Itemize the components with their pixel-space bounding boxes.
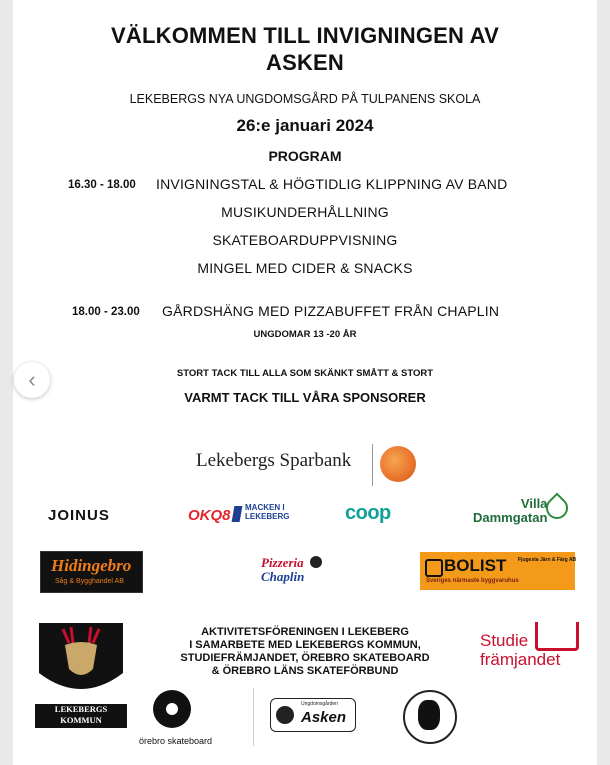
hidingebro-logo xyxy=(40,551,143,593)
program-item: MUSIKUNDERHÅLLNING xyxy=(221,204,389,220)
event-date: 26:e januari 2024 xyxy=(236,116,374,135)
chaplin-figure-icon xyxy=(310,556,322,568)
asken-logo xyxy=(270,698,356,732)
logo-divider xyxy=(253,688,254,746)
program-item: INVIGNINGSTAL & HÖGTIDLIG KLIPPNING AV BAND xyxy=(156,176,508,192)
pizzeria-chaplin-logo xyxy=(261,556,304,584)
block2-time: 18.00 - 23.00 xyxy=(72,306,140,318)
poster-image xyxy=(13,0,597,765)
macken-logo xyxy=(245,503,289,521)
left-margin xyxy=(0,0,13,765)
coop-logo: coop xyxy=(345,502,391,524)
organizer-line: STUDIEFRÄMJANDET, ÖREBRO SKATEBOARD xyxy=(180,652,430,664)
kommun-line-2: KOMMUN xyxy=(60,715,102,725)
lekebergs-kommun-logo xyxy=(35,621,127,728)
asken-small: Ungdomsgården xyxy=(301,701,338,707)
orebro-skateboard-icon xyxy=(153,690,191,728)
chevron-left-icon: ‹ xyxy=(28,367,36,392)
hidingebro-name: Hidingebro xyxy=(51,556,132,575)
right-margin xyxy=(597,0,610,765)
kommun-line-1: LEKEBERGS xyxy=(54,704,108,714)
poster-title xyxy=(13,22,597,76)
thanks-line-1: STORT TACK TILL ALLA SOM SKÄNKT SMÅTT & STORT xyxy=(176,368,434,379)
block1-time: 16.30 - 18.00 xyxy=(68,179,136,191)
book-icon xyxy=(535,622,579,651)
program-item: GÅRDSHÄNG MED PIZZABUFFET FRÅN CHAPLIN xyxy=(162,303,500,319)
bolist-name: BOLIST xyxy=(444,556,507,575)
program-item: MINGEL MED CIDER & SNACKS xyxy=(197,260,413,276)
organizers-block xyxy=(171,626,439,678)
studie-line-2: främjandet xyxy=(480,650,561,669)
pizzeria-line-2: Chaplin xyxy=(261,569,305,584)
poster-subtitle: LEKEBERGS NYA UNGDOMSGÅRD PÅ TULPANENS SKOLA xyxy=(129,92,481,106)
joinus-logo: JOINUS xyxy=(48,507,110,524)
title-line-2: ASKEN xyxy=(265,50,344,75)
pizzeria-line-1: Pizzeria xyxy=(261,555,304,570)
studie-line-1: Studie xyxy=(480,631,529,650)
logo-divider xyxy=(372,444,373,486)
macken-line-2: LEKEBERG xyxy=(245,512,290,521)
organizer-line: & ÖREBRO LÄNS SKATEFÖRBUND xyxy=(211,665,399,677)
okq8-logo: OKQ8 xyxy=(188,507,231,524)
sparbank-tree-icon xyxy=(380,446,416,482)
okq8-mark-icon xyxy=(232,506,243,522)
asken-name: Asken xyxy=(301,709,347,726)
carousel-prev-button[interactable] xyxy=(14,362,50,398)
bolist-sub: Sveriges närmaste byggvaruhus xyxy=(426,578,519,584)
villa-line-1: Villa xyxy=(520,496,548,511)
bolist-company: Fjugesta Järn & Färg AB xyxy=(518,557,577,563)
bolist-fox-icon xyxy=(425,559,443,577)
age-note: UNGDOMAR 13 -20 ÅR xyxy=(253,329,357,340)
program-item: SKATEBOARDUPPVISNING xyxy=(212,232,398,248)
villa-dammgatan-logo xyxy=(473,497,547,525)
organizer-line: AKTIVITETSFÖRENINGEN I LEKEBERG xyxy=(201,626,409,638)
macken-line-1: MACKEN I xyxy=(245,503,285,512)
house-icon xyxy=(276,706,294,724)
thanks-line-2: VARMT TACK TILL VÅRA SPONSORER xyxy=(184,390,426,405)
program-heading: PROGRAM xyxy=(268,148,342,164)
organizer-line: I SAMARBETE MED LEKEBERGS KOMMUN, xyxy=(189,639,421,651)
sparbank-logo: Lekebergs Sparbank xyxy=(196,450,352,471)
skateforbund-seal-icon xyxy=(403,690,457,744)
bolist-logo xyxy=(420,552,575,590)
orebro-skateboard-label: örebro skateboard xyxy=(139,736,213,746)
deer-crest-icon xyxy=(35,621,127,701)
villa-line-2: Dammgatan xyxy=(473,510,548,525)
title-line-1: VÄLKOMMEN TILL INVIGNINGEN AV xyxy=(111,23,499,48)
hidingebro-sub: Såg & Bygghandel AB xyxy=(55,578,124,585)
